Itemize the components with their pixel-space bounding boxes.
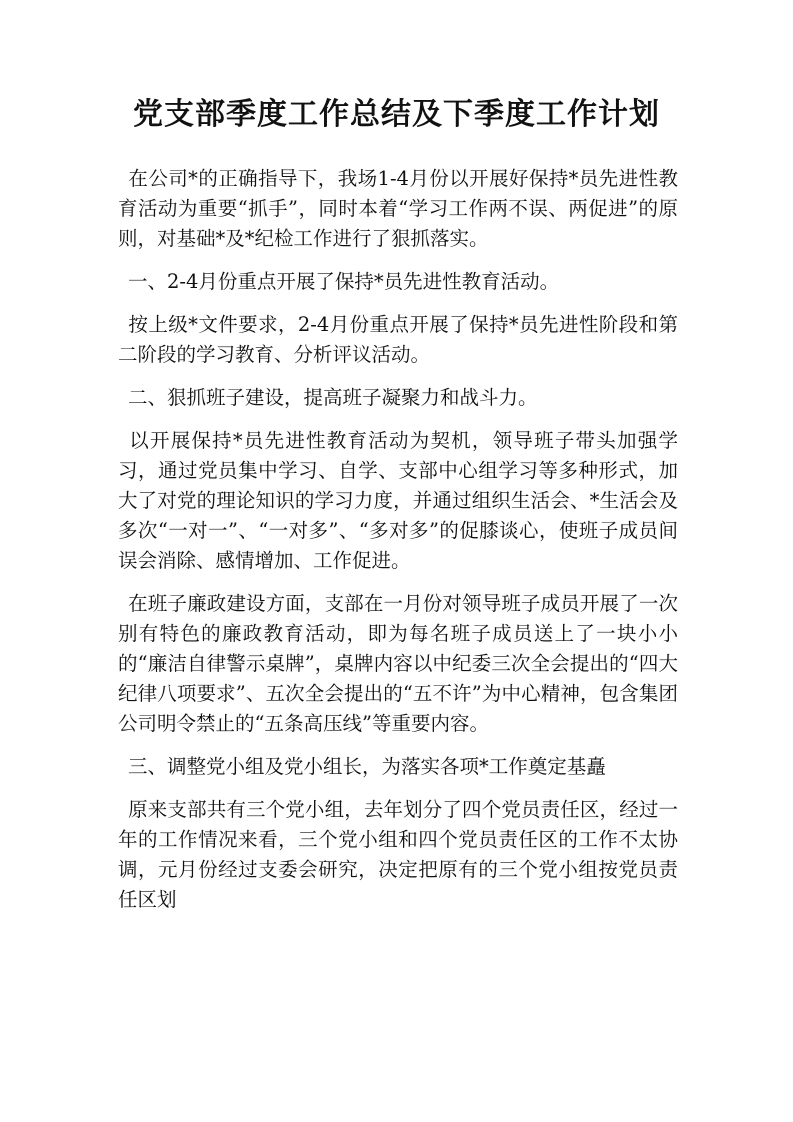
paragraph-2b [118,589,678,739]
paragraph-text: 一、2-4月份重点开展了保持*员先进性教育活动。 [128,270,560,293]
paragraph-2a [118,426,678,576]
section-heading-3 [118,752,678,782]
section-heading-2 [118,383,678,413]
section-heading-1 [118,267,678,297]
document-body [118,164,678,928]
paragraph-text: 二、狠抓班子建设，提高班子凝聚力和战斗力。 [128,386,538,409]
paragraph-text: 按上级*文件要求，2-4月份重点开展了保持*员先进性阶段和第二阶段的学习教育、分析评议活动。 [118,313,678,366]
paragraph-1 [118,310,678,370]
paragraph-text: 三、调整党小组及党小组长，为落实各项*工作奠定基矗 [128,755,606,778]
paragraph-text: 以开展保持*员先进性教育活动为契机，领导班子带头加强学习，通过党员集中学习、自学、支部中心组学习等多种形式，加大了对党的理论知识的学习力度，并通过组织生活会、*生活会及多次“一对一”、“一对多”、“多对多”的促膝谈心，使班子成员间误会消除、感情增加、工作促进。 [118,429,678,572]
paragraph-text: 原来支部共有三个党小组，去年划分了四个党员责任区，经过一年的工作情况来看，三个党小组和四个党员责任区的工作不太协调，元月份经过支委会研究，决定把原有的三个党小组按党员责任区划 [118,798,678,911]
paragraph-3 [118,795,678,915]
document-title: 党支部季度工作总结及下季度工作计划 [133,97,660,132]
paragraph-intro [118,164,678,254]
paragraph-text: 在班子廉政建设方面，支部在一月份对领导班子成员开展了一次别有特色的廉政教育活动，即为每名班子成员送上了一块小小的“廉洁自律警示桌牌”，桌牌内容以中纪委三次全会提出的“四大纪律八项要求”、五次全会提出的“五不许”为中心精神，包含集团公司明令禁止的“五条高压线”等重要内容。 [118,592,678,735]
paragraph-text: 在公司*的正确指导下，我场1-4月份以开展好保持*员先进性教育活动为重要“抓手”，同时本着“学习工作两不误、两促进”的原则，对基础*及*纪检工作进行了狠抓落实。 [118,167,678,250]
